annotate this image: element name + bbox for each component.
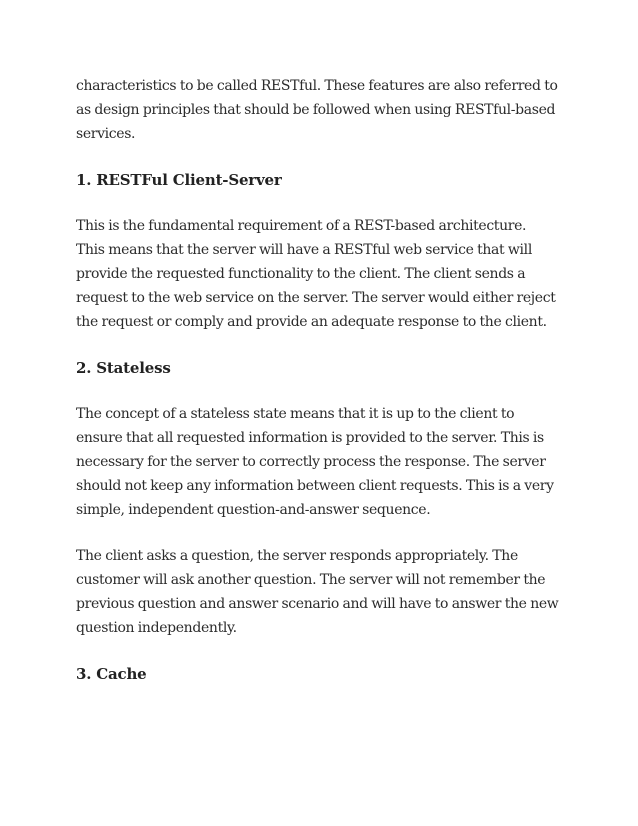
section-heading-stateless: 2. Stateless bbox=[76, 359, 171, 377]
text-line: ensure that all requested information is provided to the server. This is bbox=[76, 430, 544, 446]
text-line: The concept of a stateless state means that it is up to the client to bbox=[76, 406, 515, 422]
document-page bbox=[76, 74, 576, 708]
text-line: the request or comply and provide an adequate response to the client. bbox=[76, 314, 547, 330]
text-line: characteristics to be called RESTful. These features are also referred to bbox=[76, 78, 558, 94]
text-line: The client asks a question, the server responds appropriately. The bbox=[76, 548, 518, 564]
client-server-paragraph bbox=[76, 214, 576, 334]
text-line: provide the requested functionality to the client. The client sends a bbox=[76, 266, 526, 282]
text-line: question independently. bbox=[76, 620, 237, 636]
text-line: simple, independent question-and-answer sequence. bbox=[76, 502, 431, 518]
intro-paragraph bbox=[76, 74, 576, 146]
text-line: This is the fundamental requirement of a REST-based architecture. bbox=[76, 218, 527, 234]
text-line: should not keep any information between client requests. This is a very bbox=[76, 478, 554, 494]
section-heading-client-server: 1. RESTFul Client-Server bbox=[76, 171, 282, 189]
text-line: services. bbox=[76, 126, 136, 142]
text-line: previous question and answer scenario and will have to answer the new bbox=[76, 596, 559, 612]
text-line: request to the web service on the server. The server would either reject bbox=[76, 290, 556, 306]
stateless-paragraph-2 bbox=[76, 544, 576, 640]
text-line: customer will ask another question. The server will not remember the bbox=[76, 572, 546, 588]
text-line: This means that the server will have a RESTful web service that will bbox=[76, 242, 532, 258]
text-line: necessary for the server to correctly process the response. The server bbox=[76, 454, 546, 470]
stateless-paragraph-1 bbox=[76, 402, 576, 522]
text-line: as design principles that should be followed when using RESTful-based bbox=[76, 102, 556, 118]
section-heading-cache: 3. Cache bbox=[76, 665, 147, 683]
